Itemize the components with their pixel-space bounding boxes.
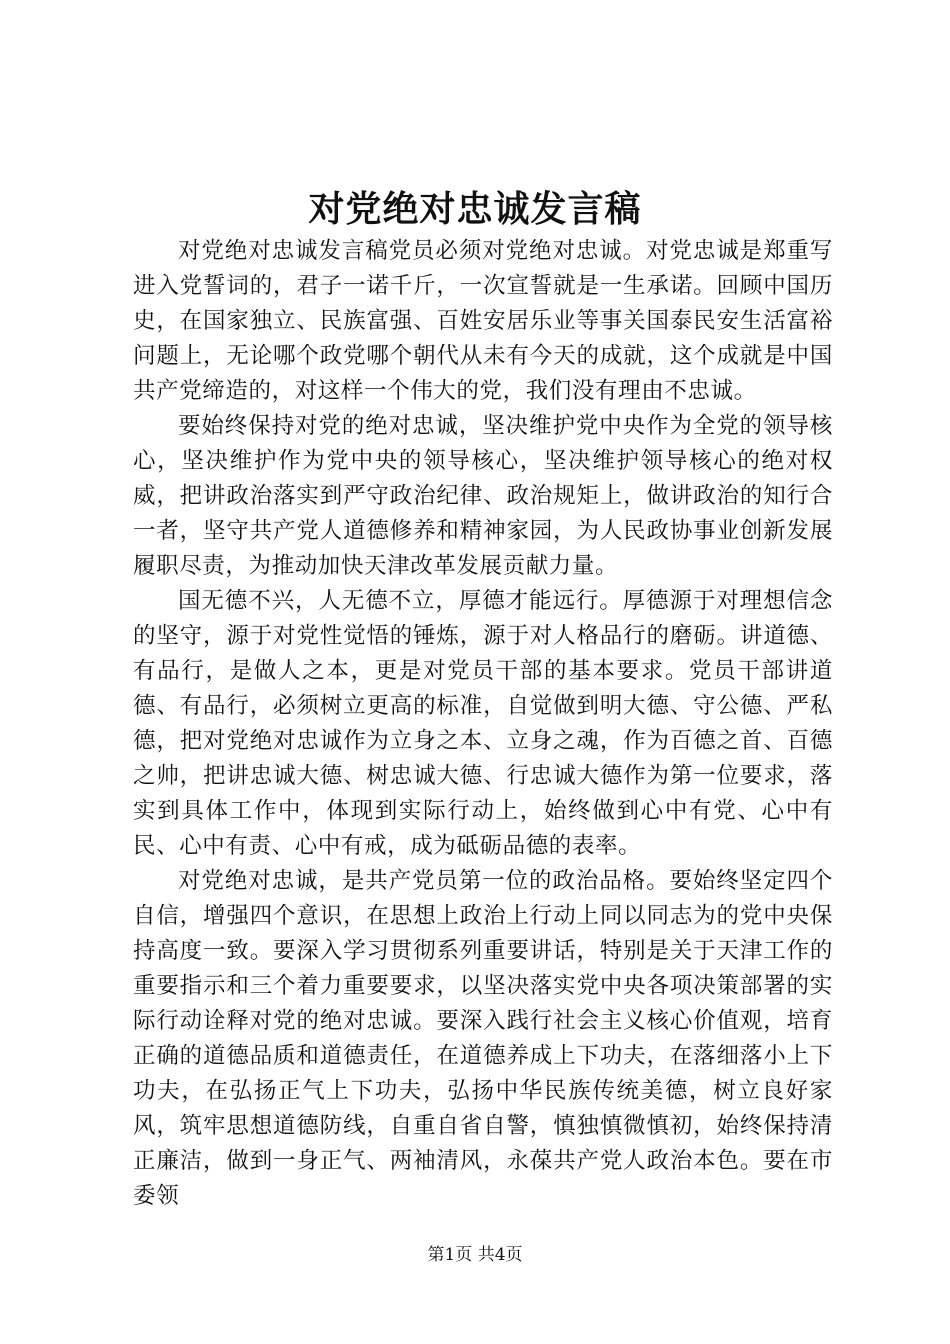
document-body [133, 234, 833, 1214]
page-number-footer: 第1页 共4页 [427, 1245, 523, 1265]
document-title: 对党绝对忠诚发言稿 [308, 188, 642, 230]
paragraph-3: 国无德不兴，人无德不立，厚德才能远行。厚德源于对理想信念的坚守，源于对党性觉悟的锤炼，源于对人格品行的磨砺。讲道德、有品行，是做人之本，更是对党员干部的基本要求。党员干部讲道德、有品行，必须树立更高的标准，自觉做到明大德、守公德、严私德，把对党绝对忠诚作为立身之本、立身之魂，作为百德之首、百德之帅，把讲忠诚大德、树忠诚大德、行忠诚大德作为第一位要求，落实到具体工作中，体现到实际行动上，始终做到心中有党、心中有民、心中有责、心中有戒，成为砥砺品德的表率。 [133, 588, 833, 859]
paragraph-4: 对党绝对忠诚，是共产党员第一位的政治品格。要始终坚定四个自信，增强四个意识，在思想上政治上行动上同以同志为的党中央保持高度一致。要深入学习贯彻系列重要讲话，特别是关于天津工作的重要指示和三个着力重要要求，以坚决落实党中央各项决策部署的实际行动诠释对党的绝对忠诚。要深入践行社会主义核心价值观，培育正确的道德品质和道德责任，在道德养成上下功夫，在落细落小上下功夫，在弘扬正气上下功夫，弘扬中华民族传统美德，树立良好家风，筑牢思想道德防线，自重自省自警，慎独慎微慎初，始终保持清正廉洁，做到一身正气、两袖清风，永葆共产党人政治本色。要在市委领 [133, 868, 833, 1209]
paragraph-1: 对党绝对忠诚发言稿党员必须对党绝对忠诚。对党忠诚是郑重写进入党誓词的，君子一诺千斤，一次宣誓就是一生承诺。回顾中国历史，在国家独立、民族富强、百姓安居乐业等事关国泰民安生活富裕问题上，无论哪个政党哪个朝代从未有今天的成就，这个成就是中国共产党缔造的，对这样一个伟大的党，我们没有理由不忠诚。 [133, 238, 833, 404]
paragraph-2: 要始终保持对党的绝对忠诚，坚决维护党中央作为全党的领导核心，坚决维护作为党中央的领导核心，坚决维护领导核心的绝对权威，把讲政治落实到严守政治纪律、政治规矩上，做讲政治的知行合一者，坚守共产党人道德修养和精神家园，为人民政协事业创新发展履职尽责，为推动加快天津改革发展贡献力量。 [133, 413, 833, 579]
